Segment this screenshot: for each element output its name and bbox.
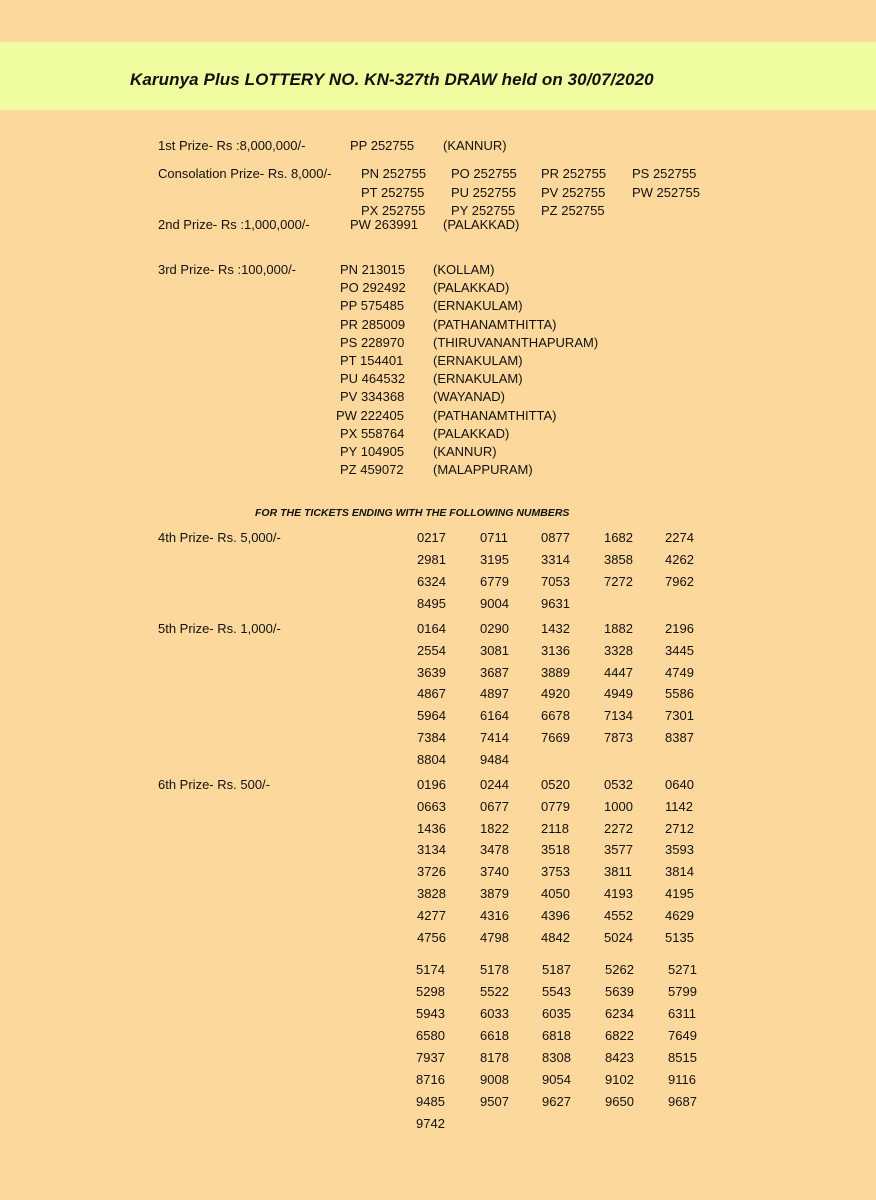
fifth-prize-number: 4867 xyxy=(417,686,446,702)
fifth-prize-number: 6678 xyxy=(541,708,570,724)
second-prize-label: 2nd Prize- Rs :1,000,000/- xyxy=(158,217,310,232)
sixth-prize-number: 0677 xyxy=(480,798,509,814)
third-prize-ticket: PP 575485 xyxy=(340,298,405,314)
sixth-prize-number: 3726 xyxy=(417,864,446,880)
sixth-prize-number: 5187 xyxy=(542,962,571,977)
fifth-prize-number: 2554 xyxy=(417,642,446,658)
fifth-prize-number: 7301 xyxy=(665,708,694,724)
consolation-ticket: PV 252755 xyxy=(541,185,606,200)
fifth-prize-number: 3136 xyxy=(541,642,570,658)
fourth-prize-number: 7272 xyxy=(604,574,633,589)
consolation-ticket: PT 252755 xyxy=(361,185,425,200)
third-prize-place: (KOLLAM) xyxy=(433,262,495,277)
sixth-prize-number: 8716 xyxy=(416,1072,445,1087)
fifth-prize-number: 3687 xyxy=(480,664,509,680)
fifth-prize-number: 4920 xyxy=(541,686,570,702)
sixth-prize-number: 0640 xyxy=(665,777,694,792)
fifth-prize-number: 4447 xyxy=(604,664,633,680)
sixth-prize-number: 5543 xyxy=(542,984,571,999)
sixth-prize-number: 3134 xyxy=(417,842,446,858)
sixth-prize-number: 5262 xyxy=(605,962,634,977)
sixth-prize-number: 9650 xyxy=(605,1094,634,1109)
page-title: Karunya Plus LOTTERY NO. KN-327th DRAW held on 30/07/2020 xyxy=(130,70,654,89)
third-prize-place: (KANNUR) xyxy=(433,444,497,459)
fifth-prize-number: 4749 xyxy=(665,664,694,680)
third-prize-ticket: PZ 459072 xyxy=(340,462,404,478)
sixth-prize-number: 2272 xyxy=(604,820,633,836)
sixth-prize-number: 4552 xyxy=(604,907,633,923)
sixth-prize-number: 3740 xyxy=(480,864,509,880)
fifth-prize-number: 5586 xyxy=(665,686,694,702)
sixth-prize-number: 5639 xyxy=(605,984,634,999)
sixth-prize-number: 9742 xyxy=(416,1116,445,1131)
fifth-prize-number: 8804 xyxy=(417,751,446,767)
fifth-prize-number: 3445 xyxy=(665,642,694,658)
sixth-prize-number: 4842 xyxy=(541,929,570,945)
consolation-ticket: PR 252755 xyxy=(541,166,607,181)
third-prize-ticket: PY 104905 xyxy=(340,444,405,459)
fourth-prize-number: 0217 xyxy=(417,530,446,545)
third-prize-place: (ERNAKULAM) xyxy=(433,353,523,368)
sixth-prize-number: 0244 xyxy=(480,777,509,792)
fourth-prize-number: 9631 xyxy=(541,596,570,611)
fifth-prize-number: 1882 xyxy=(604,621,633,636)
first-prize-ticket: PP 252755 xyxy=(350,138,415,153)
fifth-prize-number: 3639 xyxy=(417,664,446,680)
sixth-prize-number: 0663 xyxy=(417,798,446,814)
sixth-prize-number: 5298 xyxy=(416,984,445,999)
sixth-prize-number: 3814 xyxy=(665,864,694,880)
sixth-prize-number: 9116 xyxy=(668,1072,696,1087)
third-prize-ticket: PV 334368 xyxy=(340,389,405,405)
third-prize-ticket: PT 154401 xyxy=(340,353,404,368)
sixth-prize-number: 4798 xyxy=(480,929,509,945)
fifth-prize-number: 7669 xyxy=(541,730,570,745)
third-prize-ticket: PS 228970 xyxy=(340,334,405,350)
sixth-prize-number: 4050 xyxy=(541,886,570,901)
consolation-ticket: PN 252755 xyxy=(361,166,427,181)
sixth-prize-number: 2712 xyxy=(665,820,694,836)
fourth-prize-number: 2274 xyxy=(665,530,694,545)
fifth-prize-number: 4897 xyxy=(480,686,509,702)
fourth-prize-label: 4th Prize- Rs. 5,000/- xyxy=(158,530,281,545)
third-prize-place: (PALAKKAD) xyxy=(433,280,510,296)
consolation-ticket: PO 252755 xyxy=(451,166,517,181)
sixth-prize-number: 8515 xyxy=(668,1050,697,1065)
sixth-prize-number: 7937 xyxy=(416,1050,445,1065)
sixth-prize-number: 4756 xyxy=(417,929,446,945)
fifth-prize-number: 7384 xyxy=(417,730,446,745)
fourth-prize-number: 6324 xyxy=(417,574,446,589)
sixth-prize-number: 9102 xyxy=(605,1072,634,1087)
sixth-prize-number: 4396 xyxy=(541,907,570,923)
sixth-prize-number: 6822 xyxy=(605,1028,634,1043)
second-prize-place: (PALAKKAD) xyxy=(443,217,520,232)
third-prize-ticket: PW 222405 xyxy=(336,407,404,423)
fifth-prize-number: 1432 xyxy=(541,621,570,636)
fifth-prize-number: 7414 xyxy=(480,730,509,745)
fifth-prize-number: 3081 xyxy=(480,642,509,658)
fourth-prize-number: 7962 xyxy=(665,574,694,589)
sixth-prize-number: 5178 xyxy=(480,962,509,977)
sixth-prize-number: 0520 xyxy=(541,777,570,792)
sixth-prize-number: 4193 xyxy=(604,886,633,901)
sixth-prize-number: 0196 xyxy=(417,777,446,792)
third-prize-ticket: PO 292492 xyxy=(340,280,406,296)
sixth-prize-number: 0532 xyxy=(604,777,633,792)
sixth-prize-number: 1822 xyxy=(480,820,509,836)
sixth-prize-number: 6035 xyxy=(542,1006,571,1021)
ending-note: FOR THE TICKETS ENDING WITH THE FOLLOWING NUMBERS xyxy=(255,507,570,519)
fourth-prize-number: 0877 xyxy=(541,530,570,545)
sixth-prize-number: 6618 xyxy=(480,1028,509,1043)
third-prize-place: (PATHANAMTHITTA) xyxy=(433,316,557,332)
sixth-prize-number: 9008 xyxy=(480,1072,509,1087)
fourth-prize-number: 3195 xyxy=(480,552,509,567)
fourth-prize-number: 1682 xyxy=(604,530,633,545)
fourth-prize-number: 8495 xyxy=(417,596,446,611)
sixth-prize-number: 5271 xyxy=(668,962,697,977)
consolation-ticket: PW 252755 xyxy=(632,185,700,200)
sixth-prize-number: 0779 xyxy=(541,798,570,814)
third-prize-place: (ERNAKULAM) xyxy=(433,298,523,314)
fifth-prize-number: 3889 xyxy=(541,664,570,680)
sixth-prize-number: 5799 xyxy=(668,984,697,999)
third-prize-place: (WAYANAD) xyxy=(433,389,505,405)
sixth-prize-number: 2118 xyxy=(541,820,569,836)
sixth-prize-number: 4195 xyxy=(665,886,694,901)
fifth-prize-number: 9484 xyxy=(480,751,509,767)
sixth-prize-number: 8308 xyxy=(542,1050,571,1065)
sixth-prize-number: 3518 xyxy=(541,842,570,858)
third-prize-place: (MALAPPURAM) xyxy=(433,462,533,478)
consolation-ticket: PU 252755 xyxy=(451,185,517,200)
consolation-ticket: PS 252755 xyxy=(632,166,697,181)
sixth-prize-number: 3478 xyxy=(480,842,509,858)
fifth-prize-number: 0164 xyxy=(417,621,446,636)
fourth-prize-number: 9004 xyxy=(480,596,509,611)
sixth-prize-number: 9485 xyxy=(416,1094,445,1109)
third-prize-ticket: PX 558764 xyxy=(340,425,405,441)
fourth-prize-number: 3858 xyxy=(604,552,633,567)
sixth-prize-number: 3828 xyxy=(417,886,446,901)
sixth-prize-number: 9507 xyxy=(480,1094,509,1109)
sixth-prize-number: 5943 xyxy=(416,1006,445,1021)
first-prize-place: (KANNUR) xyxy=(443,138,507,153)
sixth-prize-number: 9687 xyxy=(668,1094,697,1109)
fourth-prize-number: 2981 xyxy=(417,552,446,567)
sixth-prize-number: 3577 xyxy=(604,842,633,858)
sixth-prize-number: 1436 xyxy=(417,820,446,836)
fifth-prize-number: 5964 xyxy=(417,708,446,724)
sixth-prize-number: 4316 xyxy=(480,907,509,923)
sixth-prize-number: 9627 xyxy=(542,1094,571,1109)
fifth-prize-number: 2196 xyxy=(665,621,694,636)
sixth-prize-label: 6th Prize- Rs. 500/- xyxy=(158,777,270,792)
sixth-prize-number: 5522 xyxy=(480,984,509,999)
sixth-prize-number: 3811 xyxy=(604,864,632,880)
sixth-prize-number: 6234 xyxy=(605,1006,634,1021)
third-prize-ticket: PR 285009 xyxy=(340,316,406,332)
fifth-prize-number: 3328 xyxy=(604,642,633,658)
second-prize-ticket: PW 263991 xyxy=(350,217,418,232)
fifth-prize-label: 5th Prize- Rs. 1,000/- xyxy=(158,621,281,636)
third-prize-ticket: PU 464532 xyxy=(340,371,406,387)
fourth-prize-number: 6779 xyxy=(480,574,509,589)
sixth-prize-number: 6818 xyxy=(542,1028,571,1043)
sixth-prize-number: 6311 xyxy=(668,1006,696,1021)
sixth-prize-number: 8423 xyxy=(605,1050,634,1065)
fifth-prize-number: 8387 xyxy=(665,730,694,745)
fourth-prize-number: 7053 xyxy=(541,574,570,589)
sixth-prize-number: 4629 xyxy=(665,907,694,923)
fifth-prize-number: 4949 xyxy=(604,686,633,702)
sixth-prize-number: 8178 xyxy=(480,1050,509,1065)
sixth-prize-number: 5024 xyxy=(604,929,633,945)
sixth-prize-number: 7649 xyxy=(668,1028,697,1043)
consolation-ticket: PX 252755 xyxy=(361,203,426,218)
consolation-label: Consolation Prize- Rs. 8,000/- xyxy=(158,166,332,181)
third-prize-ticket: PN 213015 xyxy=(340,262,406,277)
consolation-ticket: PZ 252755 xyxy=(541,203,605,218)
fourth-prize-number: 3314 xyxy=(541,552,570,567)
third-prize-place: (PALAKKAD) xyxy=(433,425,510,441)
sixth-prize-number: 6033 xyxy=(480,1006,509,1021)
fourth-prize-number: 4262 xyxy=(665,552,694,567)
sixth-prize-number: 5174 xyxy=(416,962,445,977)
third-prize-place: (PATHANAMTHITTA) xyxy=(433,407,557,423)
sixth-prize-number: 3879 xyxy=(480,886,509,901)
sixth-prize-number: 6580 xyxy=(416,1028,445,1043)
fifth-prize-number: 6164 xyxy=(480,708,509,724)
sixth-prize-number: 1000 xyxy=(604,798,633,814)
sixth-prize-number: 4277 xyxy=(417,907,446,923)
fifth-prize-number: 7873 xyxy=(604,730,633,745)
consolation-ticket: PY 252755 xyxy=(451,203,516,218)
third-prize-place: (ERNAKULAM) xyxy=(433,371,523,387)
sixth-prize-number: 3593 xyxy=(665,842,694,858)
fifth-prize-number: 0290 xyxy=(480,621,509,636)
sixth-prize-number: 9054 xyxy=(542,1072,571,1087)
fourth-prize-number: 0711 xyxy=(480,530,508,545)
first-prize-label: 1st Prize- Rs :8,000,000/- xyxy=(158,138,306,153)
sixth-prize-number: 1142 xyxy=(665,798,693,814)
sixth-prize-number: 3753 xyxy=(541,864,570,880)
sixth-prize-number: 5135 xyxy=(665,929,694,945)
fifth-prize-number: 7134 xyxy=(604,708,633,724)
third-prize-label: 3rd Prize- Rs :100,000/- xyxy=(158,262,297,277)
third-prize-place: (THIRUVANANTHAPURAM) xyxy=(433,334,599,350)
